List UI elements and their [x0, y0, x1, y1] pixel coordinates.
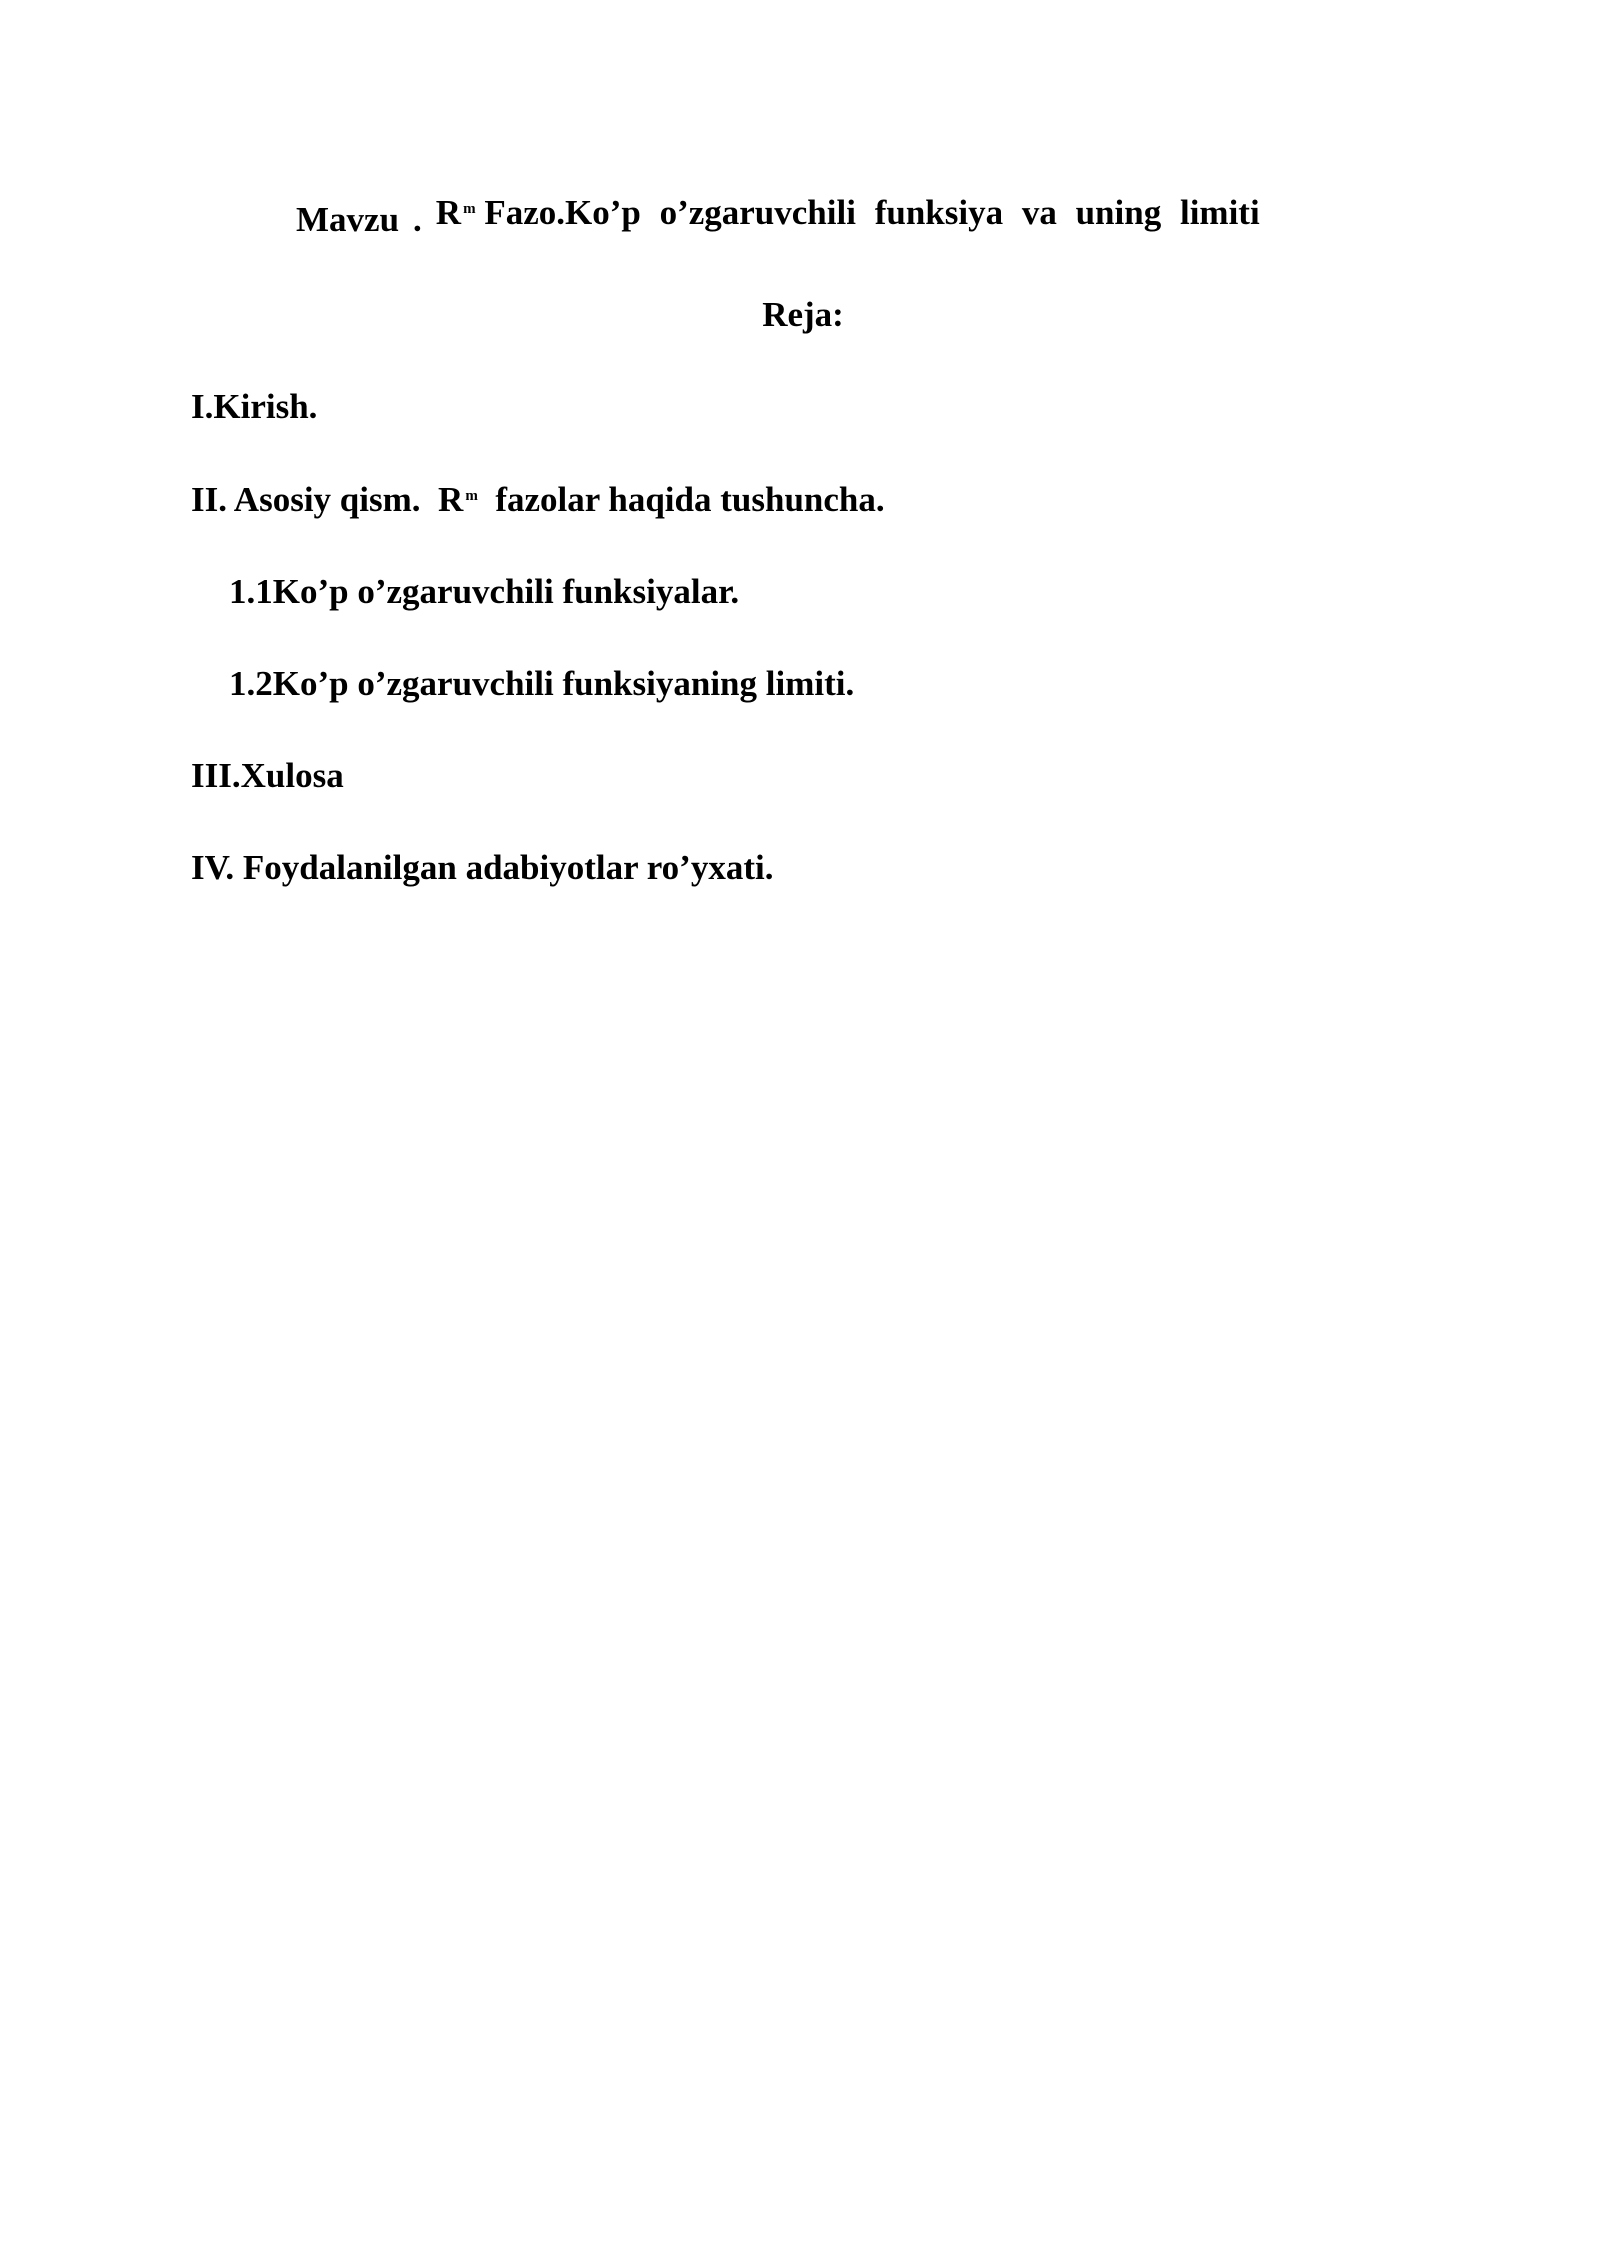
outline-item-main-part-symbol: R: [438, 480, 464, 519]
outline-item-introduction: I.Kirish.: [191, 387, 318, 426]
title-label: Mavzu: [296, 200, 400, 239]
outline-item-main-part-prefix: II. Asosiy qism.: [191, 480, 421, 519]
outline-item-references: IV. Foydalanilgan adabiyotlar ro’yxati.: [191, 848, 774, 887]
plan-heading: Reja:: [762, 295, 844, 334]
title-dot: .: [413, 200, 422, 239]
document-title: [296, 188, 1260, 238]
outline-item-main-part-superscript: m: [465, 488, 478, 504]
outline-item-main-part: [191, 475, 885, 525]
outline-subitem-limit: 1.2Ko’p o’zgaruvchili funksiyaning limiti.: [229, 664, 855, 703]
outline-item-main-part-suffix: fazolar haqida tushuncha.: [495, 480, 885, 519]
title-superscript: m: [463, 201, 476, 217]
title-symbol: R: [435, 193, 462, 232]
outline-item-conclusion: III.Xulosa: [191, 756, 344, 795]
outline-subitem-functions: 1.1Ko’p o’zgaruvchili funksiyalar.: [229, 572, 740, 611]
title-text: Fazo.Ko’p o’zgaruvchili funksiya va uning limiti: [484, 193, 1260, 232]
